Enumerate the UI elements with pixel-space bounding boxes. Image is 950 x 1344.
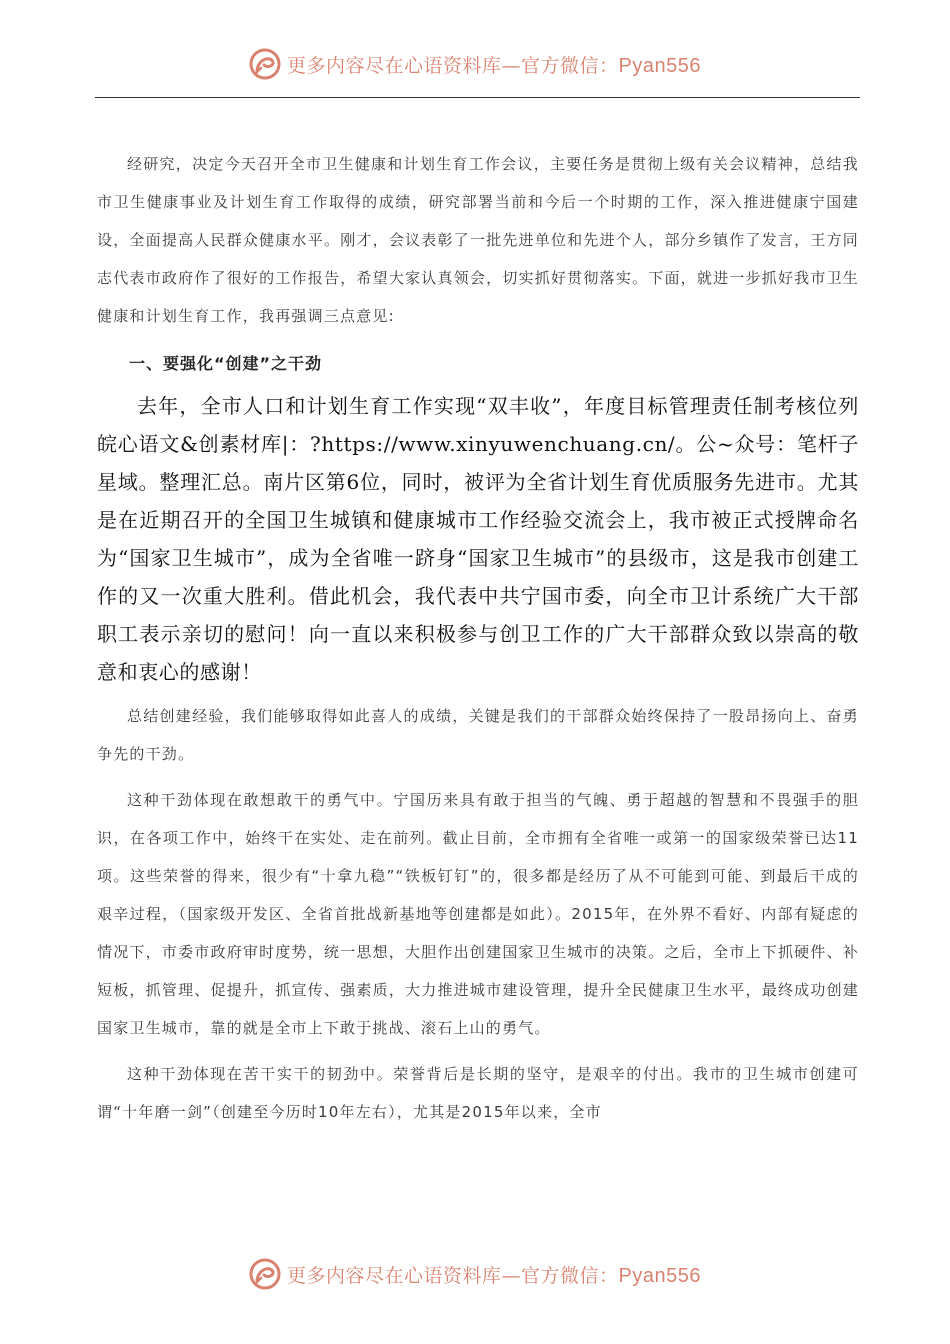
footer-wechat-id: Pyan556	[618, 1264, 701, 1287]
courage-paragraph: 这种干劲体现在敢想敢干的勇气中。宁国历来具有敢于担当的气魄、勇于超越的智慧和不畏强手的胆识，在各项工作中，始终干在实处、走在前列。截止目前，全市拥有全省唯一或第一的国家级荣誉已达11项。这些荣誉的得来，很少有“十拿九稳”“铁板钉钉”的，很多都是经历了从不可能到可能、到最后干成的艰辛过程，（国家级开发区、全省首批战新基地等创建都是如此）。2015年，在外界不看好、内部有疑虑的情况下，市委市政府审时度势，统一思想，大胆作出创建国家卫生城市的决策。之后，全市上下抓硬件、补短板，抓管理、促提升，抓宣传、强素质，大力推进城市建设管理，提升全民健康卫生水平，最终成功创建国家卫生城市，靠的就是全市上下敢于挑战、滚石上山的勇气。	[97, 791, 859, 1037]
header-banner-text	[287, 51, 701, 78]
achievement-paragraph: 去年，全市人口和计划生育工作实现“双丰收”，年度目标管理责任制考核位列皖心语文&创素材库|：?https://www.xinyuwenchuang.cn/。公~众号：笔杆子星域。整理汇总。南片区第6位，同时，被评为全省计划生育优质服务先进市。尤其是在近期召开的全国卫生城镇和健康城市工作经验交流会上，我市被正式授牌命名为“国家卫生城市”，成为全省唯一跻身“国家卫生城市”的县级市，这是我市创建工作的又一次重大胜利。借此机会，我代表中共宁国市委，向全市卫计系统广大干部职工表示亲切的慰问！向一直以来积极参与创卫工作的广大干部群众致以崇高的敬意和衷心的感谢！	[97, 394, 859, 684]
footer-banner-text	[287, 1261, 701, 1288]
document-body	[97, 145, 859, 1131]
footer-banner	[0, 1256, 950, 1292]
intro-paragraph: 经研究，决定今天召开全市卫生健康和计划生育工作会议，主要任务是贯彻上级有关会议精神，总结我市卫生健康事业及计划生育工作取得的成绩，研究部署当前和今后一个时期的工作，深入推进健康宁国建设，全面提高人民群众健康水平。刚才，会议表彰了一批先进单位和先进个人，部分乡镇作了发言，王方同志代表市政府作了很好的工作报告，希望大家认真领会，切实抓好贯彻落实。下面，就进一步抓好我市卫生健康和计划生育工作，我再强调三点意见:	[97, 155, 859, 325]
footer-banner-content	[249, 1258, 701, 1290]
header-banner-content	[249, 48, 701, 80]
header-divider	[95, 97, 860, 98]
swirl-logo-icon	[249, 1258, 281, 1290]
tenacity-paragraph: 这种干劲体现在苦干实干的韧劲中。荣誉背后是长期的坚守，是艰辛的付出。我市的卫生城市创建可谓“十年磨一剑”（创建至今历时10年左右），尤其是2015年以来，全市	[97, 1065, 859, 1121]
header-banner	[0, 46, 950, 82]
summary-paragraph: 总结创建经验，我们能够取得如此喜人的成绩，关键是我们的干部群众始终保持了一股昂扬向上、奋勇争先的干劲。	[97, 707, 859, 763]
header-banner-label: 更多内容尽在心语资料库—官方微信：	[287, 54, 619, 77]
section-heading: 一、要强化“创建”之干劲	[129, 354, 323, 373]
footer-banner-label: 更多内容尽在心语资料库—官方微信：	[287, 1264, 619, 1287]
swirl-logo-icon	[249, 48, 281, 80]
header-wechat-id: Pyan556	[618, 54, 701, 77]
